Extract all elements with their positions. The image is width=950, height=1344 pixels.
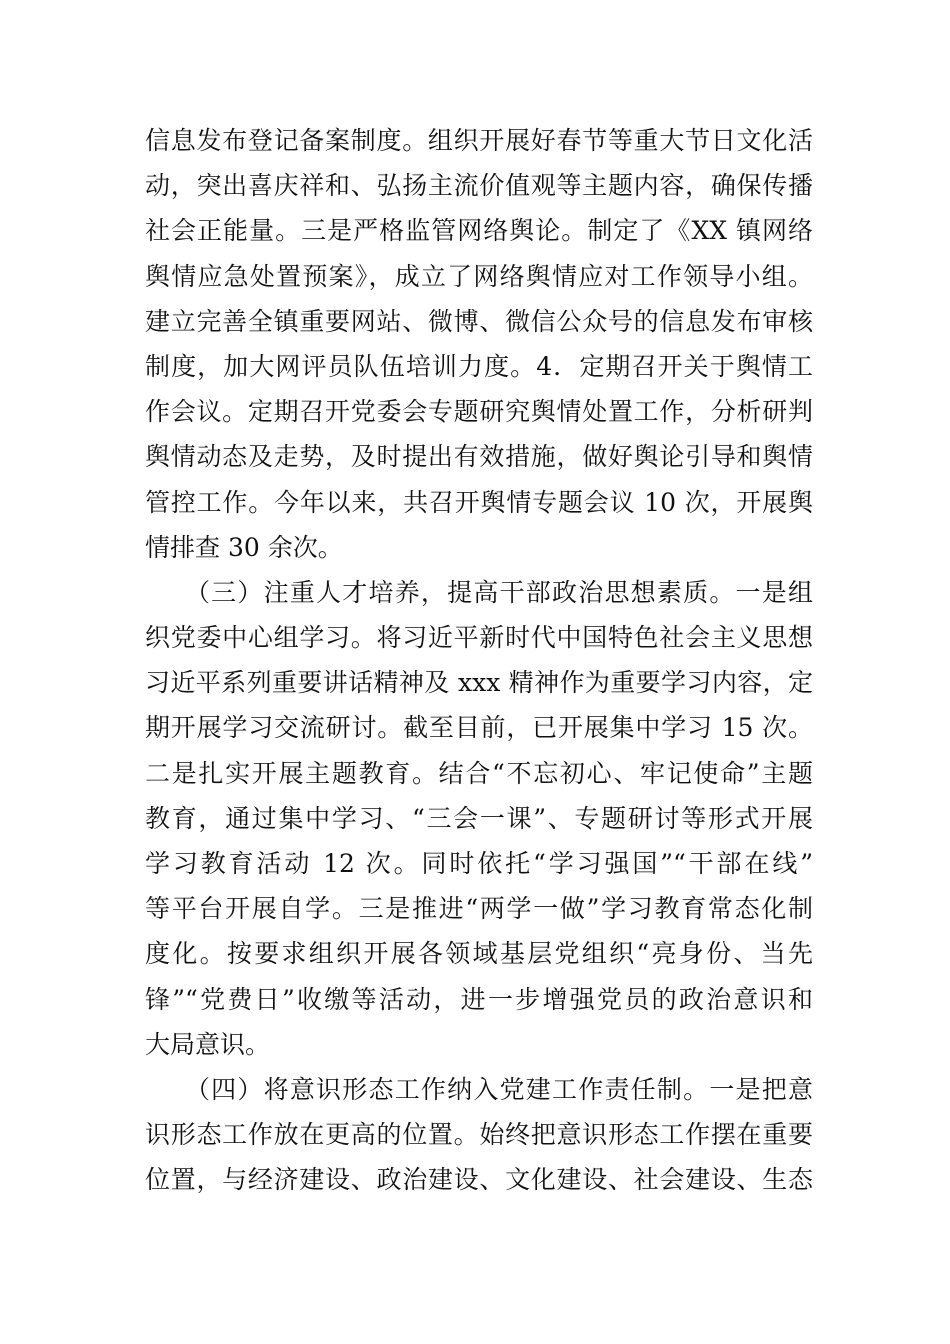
text-line: 动，突出喜庆祥和、弘扬主流价值观等主题内容，确保传播: [145, 171, 813, 201]
text-line: 制度，加大网评员队伍培训力度。4．定期召开关于舆情工: [145, 351, 813, 381]
text-line: 二是扎实开展主题教育。结合“不忘初心、牢记使命”主题: [145, 758, 813, 788]
text-line: 习近平系列重要讲话精神及 xxx 精神作为重要学习内容，定: [145, 668, 813, 698]
text-line: 等平台开展自学。三是推进“两学一做”学习教育常态化制: [145, 894, 813, 924]
text-line: 大局意识。: [145, 1029, 271, 1059]
text-line: （三）注重人才培养，提高干部政治思想素质。一是组: [145, 577, 813, 607]
text-line: 管控工作。今年以来，共召开舆情专题会议 10 次，开展舆: [145, 487, 813, 517]
text-line: （四）将意识形态工作纳入党建工作责任制。一是把意: [145, 1074, 813, 1104]
text-line: 情排查 30 余次。: [145, 532, 343, 562]
text-line: 作会议。定期召开党委会专题研究舆情处置工作，分析研判: [145, 397, 813, 427]
text-line: 锋”“党费日”收缴等活动，进一步增强党员的政治意识和: [145, 984, 813, 1014]
text-line: 舆情动态及走势，及时提出有效措施，做好舆论引导和舆情: [145, 442, 813, 472]
text-line: 织党委中心组学习。将习近平新时代中国特色社会主义思想: [145, 623, 813, 653]
text-line: 位置，与经济建设、政治建设、文化建设、社会建设、生态: [145, 1165, 813, 1195]
text-line: 教育，通过集中学习、“三会一课”、专题研讨等形式开展: [145, 803, 813, 833]
text-line: 期开展学习交流研讨。截至目前，已开展集中学习 15 次。: [145, 713, 813, 743]
text-line: 建立完善全镇重要网站、微博、微信公众号的信息发布审核: [145, 306, 813, 336]
text-line: 学习教育活动 12 次。同时依托“学习强国”“干部在线”: [145, 849, 813, 878]
text-line: 度化。按要求组织开展各领域基层党组织“亮身份、当先: [145, 939, 813, 969]
text-line: 识形态工作放在更高的位置。始终把意识形态工作摆在重要: [145, 1120, 813, 1150]
text-line: 舆情应急处置预案》，成立了网络舆情应对工作领导小组。: [145, 261, 813, 291]
document-body: [145, 118, 813, 1203]
text-line: 信息发布登记备案制度。组织开展好春节等重大节日文化活: [145, 126, 813, 155]
text-line: 社会正能量。三是严格监管网络舆论。制定了《XX 镇网络: [145, 216, 813, 246]
